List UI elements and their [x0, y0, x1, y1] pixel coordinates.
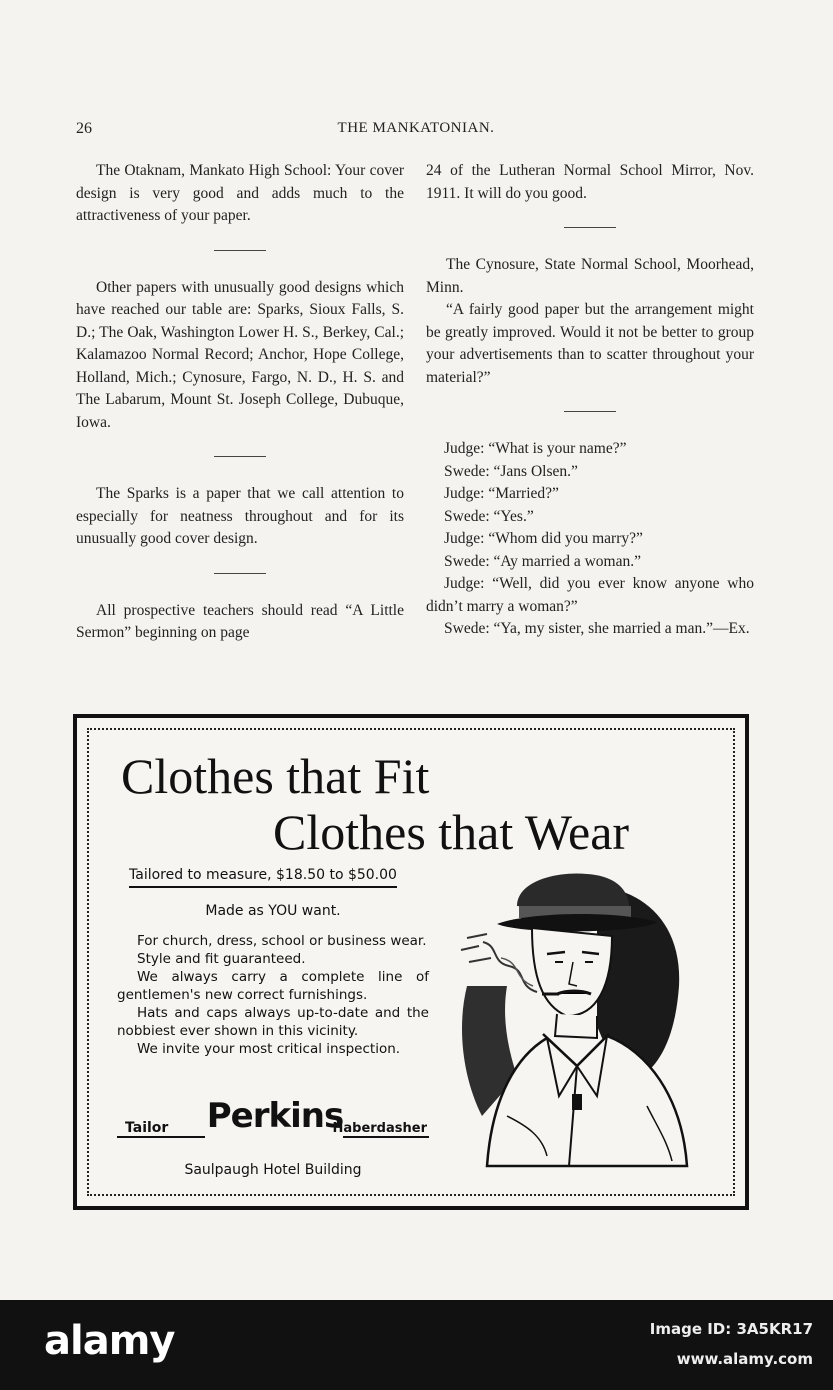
left-column [76, 160, 404, 645]
separator-rule [214, 250, 266, 251]
separator-rule [214, 573, 266, 574]
image-id-label: Image ID: 3A5KR17 [649, 1320, 813, 1338]
separator-rule [564, 411, 616, 412]
sparks-paragraph: The Sparks is a paper that we call attention to especially for neatness throughout and for its unusually good cover design. [76, 485, 404, 547]
judge-swede-dialogue [426, 438, 754, 641]
ad-line-inspection: We invite your most critical inspection. [137, 1041, 401, 1057]
page-title: THE MANKATONIAN. [337, 120, 495, 136]
ad-signature [117, 1096, 429, 1146]
sermon-paragraph: All prospective teachers should read “A Little Sermon” beginning on page [76, 601, 404, 641]
dialogue-line: Swede: “Ya, my sister, she married a man.”—Ex. [444, 620, 750, 637]
ad-made-as-you-want: Made as YOU want. [205, 903, 341, 919]
perkins-advertisement [73, 714, 749, 1210]
ad-tailor-label: Tailor [125, 1120, 169, 1136]
ad-headline-wear: Clothes that Wear [273, 804, 630, 860]
mirror-paragraph: 24 of the Lutheran Normal School Mirror, Nov. 1911. It will do you good. [426, 162, 754, 202]
signature-rule-left [117, 1136, 205, 1138]
dialogue-line: Judge: “Married?” [444, 485, 559, 502]
dialogue-line: Judge: “Whom did you marry?” [444, 530, 643, 547]
separator-rule [214, 456, 266, 457]
cynosure-heading: The Cynosure, State Normal School, Moorhead, Minn. [426, 256, 754, 296]
ad-address: Saulpaugh Hotel Building [184, 1162, 362, 1178]
alamy-logo: alamy [44, 1318, 175, 1364]
ad-line-furnishings: We always carry a complete line of gentlemen's new correct furnishings. [117, 969, 429, 1003]
right-column [426, 160, 754, 641]
dialogue-line: Swede: “Ay married a woman.” [444, 552, 641, 570]
page-header [76, 120, 756, 142]
dialogue-line: Judge: “What is your name?” [444, 440, 627, 457]
ad-line-hats: Hats and caps always up-to-date and the nobbiest ever shown in this vicinity. [117, 1005, 429, 1039]
signature-rule-right [343, 1136, 429, 1138]
ad-body [117, 866, 429, 1058]
other-papers-paragraph: Other papers with unusually good designs which have reached our table are: Sparks, Sioux Falls, S. D.; The Oak, Washington Lower H. S., Berkey, Cal.; Kalamazoo Normal Record; Anchor, Hope College, Holland, Mich.; Cynosure, Fargo, N. D., H. S. and The Labarum, Mount St. Joseph College, Dubuque, Iowa. [76, 278, 404, 431]
dialogue-line: Swede: “Jans Olsen.” [444, 462, 578, 480]
cynosure-quote: “A fairly good paper but the arrangement might be greatly improved. Would it not be better to group your advertisements than to scatter throughout your material?” [426, 301, 754, 386]
otaknam-paragraph: The Otaknam, Mankato High School: Your cover design is very good and adds much to the attractiveness of your paper. [76, 162, 404, 224]
ad-line-wear: For church, dress, school or business wear. [137, 933, 427, 949]
ad-line-style: Style and fit guaranteed. [137, 951, 306, 967]
ad-haberdasher-label: Haberdasher [332, 1121, 427, 1136]
ad-price-line: Tailored to measure, $18.50 to $50.00 [129, 866, 397, 888]
dialogue-line: Judge: “Well, did you ever know anyone who didn’t marry a woman?” [426, 575, 754, 615]
watermark-footer [0, 1300, 833, 1390]
separator-rule [564, 227, 616, 228]
ad-brand-perkins: Perkins [206, 1096, 344, 1136]
ad-headline-fit: Clothes that Fit [121, 748, 430, 804]
alamy-url: www.alamy.com [676, 1350, 813, 1368]
page-number: 26 [76, 120, 92, 137]
man-with-hat-illustration [447, 866, 707, 1176]
dialogue-line: Swede: “Yes.” [444, 507, 534, 525]
